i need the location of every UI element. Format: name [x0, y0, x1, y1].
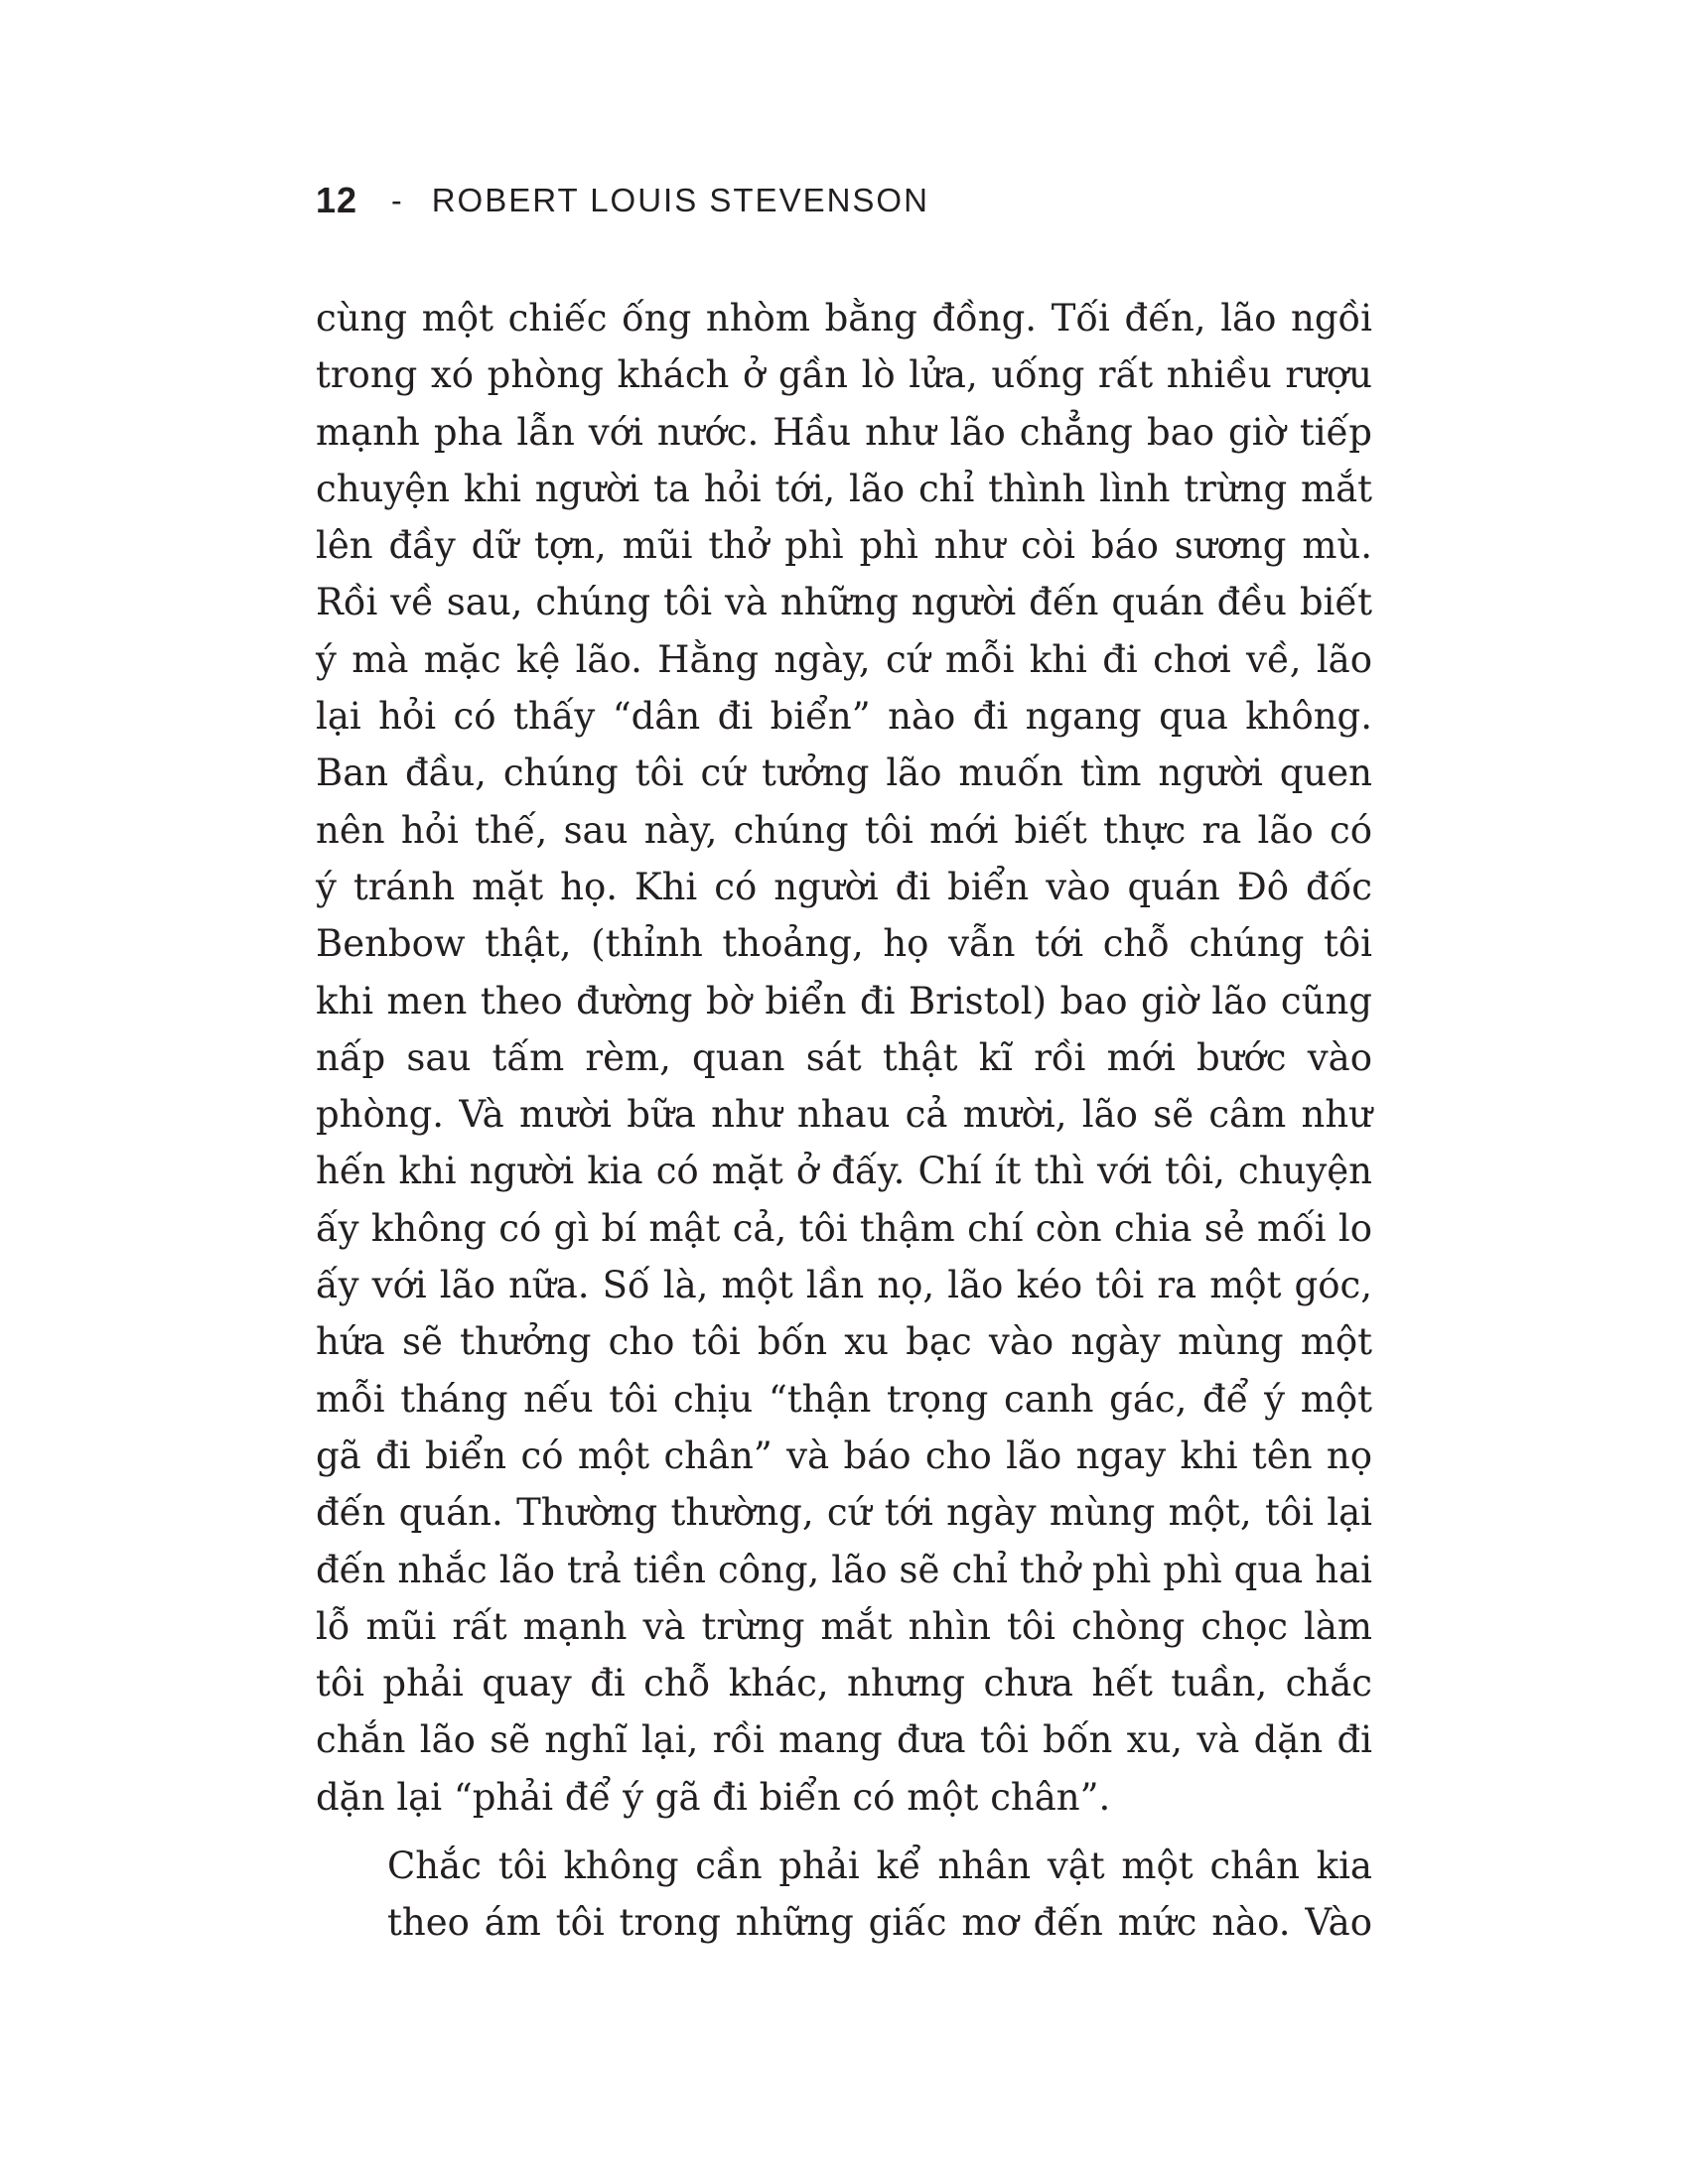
text-line: lỗ mũi rất mạnh và trừng mắt nhìn tôi chòng chọc làm — [316, 1604, 1372, 1648]
text-line: trong xó phòng khách ở gần lò lửa, uống rất nhiều rượu — [316, 353, 1372, 397]
page-number: 12 — [316, 180, 358, 220]
text-line: tôi phải quay đi chỗ khác, nhưng chưa hết tuần, chắc — [316, 1662, 1372, 1706]
paragraph-1 — [316, 290, 1372, 1826]
text-line: Chắc tôi không cần phải kể nhân vật một chân kia — [387, 1844, 1372, 1888]
text-line: dặn lại “phải để ý gã đi biển có một chân”. — [316, 1775, 1111, 1819]
text-line: ý mà mặc kệ lão. Hằng ngày, cứ mỗi khi đi chơi về, lão — [316, 637, 1372, 681]
text-line: nên hỏi thế, sau này, chúng tôi mới biết thực ra lão có — [316, 808, 1372, 852]
text-line: khi men theo đường bờ biển đi Bristol) bao giờ lão cũng — [316, 979, 1372, 1023]
text-line: mỗi tháng nếu tôi chịu “thận trọng canh gác, để ý một — [316, 1377, 1372, 1421]
header-separator: - — [391, 182, 402, 218]
text-line: nấp sau tấm rèm, quan sát thật kĩ rồi mới bước vào — [316, 1035, 1372, 1079]
text-line: gã đi biển có một chân” và báo cho lão ngay khi tên nọ — [316, 1433, 1372, 1477]
text-line: Ban đầu, chúng tôi cứ tưởng lão muốn tìm người quen — [316, 751, 1372, 795]
text-line: mạnh pha lẫn với nước. Hầu như lão chẳng bao giờ tiếp — [316, 410, 1372, 454]
text-line: ấy với lão nữa. Số là, một lần nọ, lão kéo tôi ra một góc, — [316, 1264, 1372, 1307]
text-line: phòng. Và mười bữa như nhau cả mười, lão sẽ câm như — [316, 1093, 1372, 1137]
text-line: Benbow thật, (thỉnh thoảng, họ vẫn tới chỗ chúng tôi — [316, 922, 1372, 966]
text-line: chắn lão sẽ nghĩ lại, rồi mang đưa tôi bốn xu, và dặn đi — [316, 1718, 1372, 1762]
text-line: lại hỏi có thấy “dân đi biển” nào đi ngang qua không. — [316, 695, 1372, 739]
text-line: hến khi người kia có mặt ở đấy. Chí ít thì với tôi, chuyện — [316, 1150, 1372, 1193]
text-line: Rồi về sau, chúng tôi và những người đến quán đều biết — [316, 581, 1372, 624]
text-line: ý tránh mặt họ. Khi có người đi biển vào quán Đô đốc — [316, 865, 1372, 908]
author-name: ROBERT LOUIS STEVENSON — [431, 182, 929, 218]
body-text — [316, 290, 1372, 1952]
text-line: đến quán. Thường thường, cứ tới ngày mùng một, tôi lại — [316, 1491, 1372, 1535]
text-line: ấy không có gì bí mật cả, tôi thậm chí còn chia sẻ mối lo — [316, 1206, 1372, 1250]
text-line: hứa sẽ thưởng cho tôi bốn xu bạc vào ngày mùng một — [316, 1320, 1372, 1364]
running-header — [316, 171, 929, 230]
text-line: chuyện khi người ta hỏi tới, lão chỉ thình lình trừng mắt — [316, 467, 1372, 510]
text-line: theo ám tôi trong những giấc mơ đến mức nào. Vào — [387, 1901, 1372, 1945]
paragraph-2 — [316, 1838, 1372, 1952]
text-line: đến nhắc lão trả tiền công, lão sẽ chỉ thở phì phì qua hai — [316, 1548, 1372, 1591]
text-line: cùng một chiếc ống nhòm bằng đồng. Tối đến, lão ngồi — [316, 297, 1372, 340]
text-line: lên đầy dữ tợn, mũi thở phì phì như còi báo sương mù. — [316, 524, 1372, 568]
